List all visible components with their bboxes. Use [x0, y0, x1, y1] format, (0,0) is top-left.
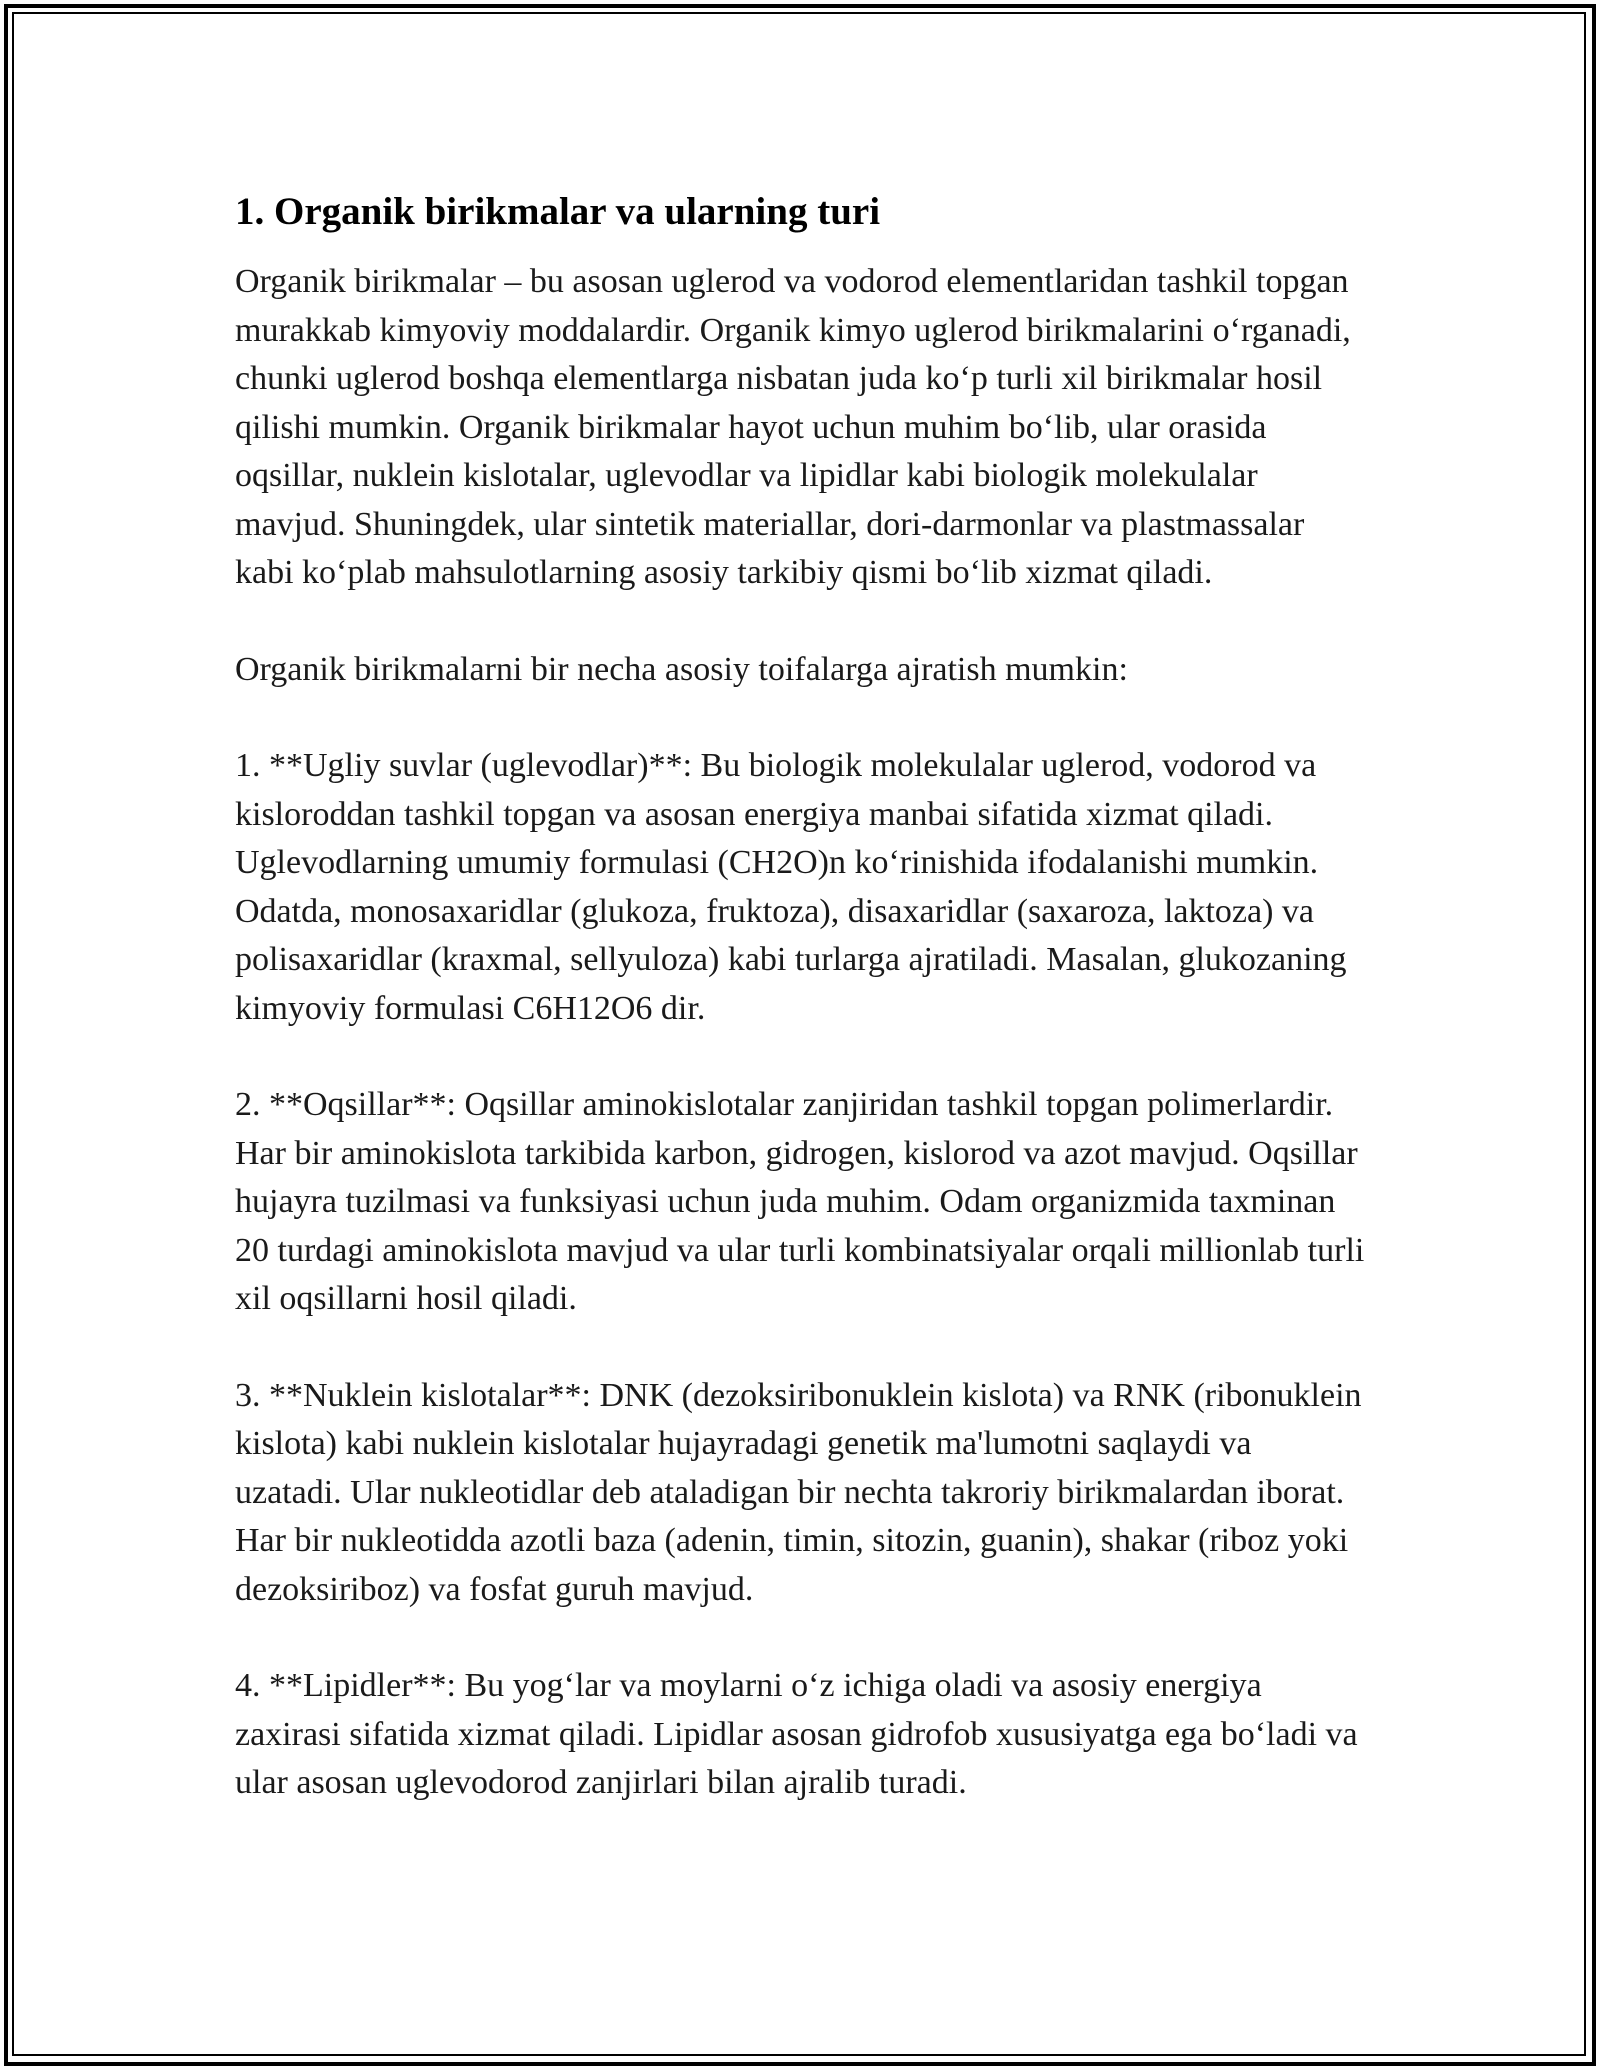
categories-intro: Organik birikmalarni bir necha asosiy toifalarga ajratish mumkin: — [235, 650, 1128, 688]
list-item-lipids: 4. **Lipidler**: Bu yog‘lar va moylarni o‘z ichiga oladi va asosiy energiya zaxirasi sifatida xizmat qiladi. Lipidlar asosan gidrofob xususiyatga ega bo‘ladi va ular asosan uglevodorod zanjirlari bilan ajralib turadi. — [235, 1667, 1358, 1801]
list-item-proteins: 2. **Oqsillar**: Oqsillar aminokislotalar zanjiridan tashkil topgan polimerlardir. Har bir aminokislota tarkibida karbon, gidrogen, kislorod va azot mavjud. Oqsillar hujayra tuzilmasi va funksiyasi uchun juda muhim. Odam organizmida taxminan 20 turdagi aminokislota mavjud va ular turli kombinatsiyalar orqali millionlab turli xil oqsillarni hosil qiladi. — [235, 1086, 1365, 1317]
list-item-nucleic-acids: 3. **Nuklein kislotalar**: DNK (dezoksiribonuklein kislota) va RNK (ribonuklein kislota) kabi nuklein kislotalar hujayradagi genetik ma'lumotni saqlaydi va uzatadi. Ular nukleotidlar deb ataladigan bir nechta takroriy birikmalardan iborat. Har bir nukleotidda azotli baza (adenin, timin, sitozin, guanin), shakar (riboz yoki dezoksiriboz) va fosfat guruh mavjud. — [235, 1376, 1362, 1608]
document-body — [235, 186, 1365, 1856]
section-heading: 1. Organik birikmalar va ularning turi — [235, 190, 881, 233]
intro-paragraph: Organik birikmalar – bu asosan uglerod va vodorod elementlaridan tashkil topgan murakkab kimyoviy moddalardir. Organik kimyo uglerod birikmalarini o‘rganadi, chunki uglerod boshqa elementlarga nisbatan juda ko‘p turli xil birikmalar hosil qilishi mumkin. Organik birikmalar hayot uchun muhim bo‘lib, ular orasida oqsillar, nuklein kislotalar, uglevodlar va lipidlar kabi biologik molekulalar mavjud. Shuningdek, ular sintetik materiallar, dori-darmonlar va plastmassalar kabi ko‘plab mahsulotlarning asosiy tarkibiy qismi bo‘lib xizmat qiladi. — [235, 263, 1351, 591]
list-item-carbohydrates: 1. **Ugliy suvlar (uglevodlar)**: Bu biologik molekulalar uglerod, vodorod va kisloroddan tashkil topgan va asosan energiya manbai sifatida xizmat qiladi. Uglevodlarning umumiy formulasi (CH2O)n ko‘rinishida ifodalanishi mumkin. Odatda, monosaxaridlar (glukoza, fruktoza), disaxaridlar (saxaroza, laktoza) va polisaxaridlar (kraxmal, sellyuloza) kabi turlarga ajratiladi. Masalan, glukozaning kimyoviy formulasi C6H12O6 dir. — [235, 747, 1347, 1027]
